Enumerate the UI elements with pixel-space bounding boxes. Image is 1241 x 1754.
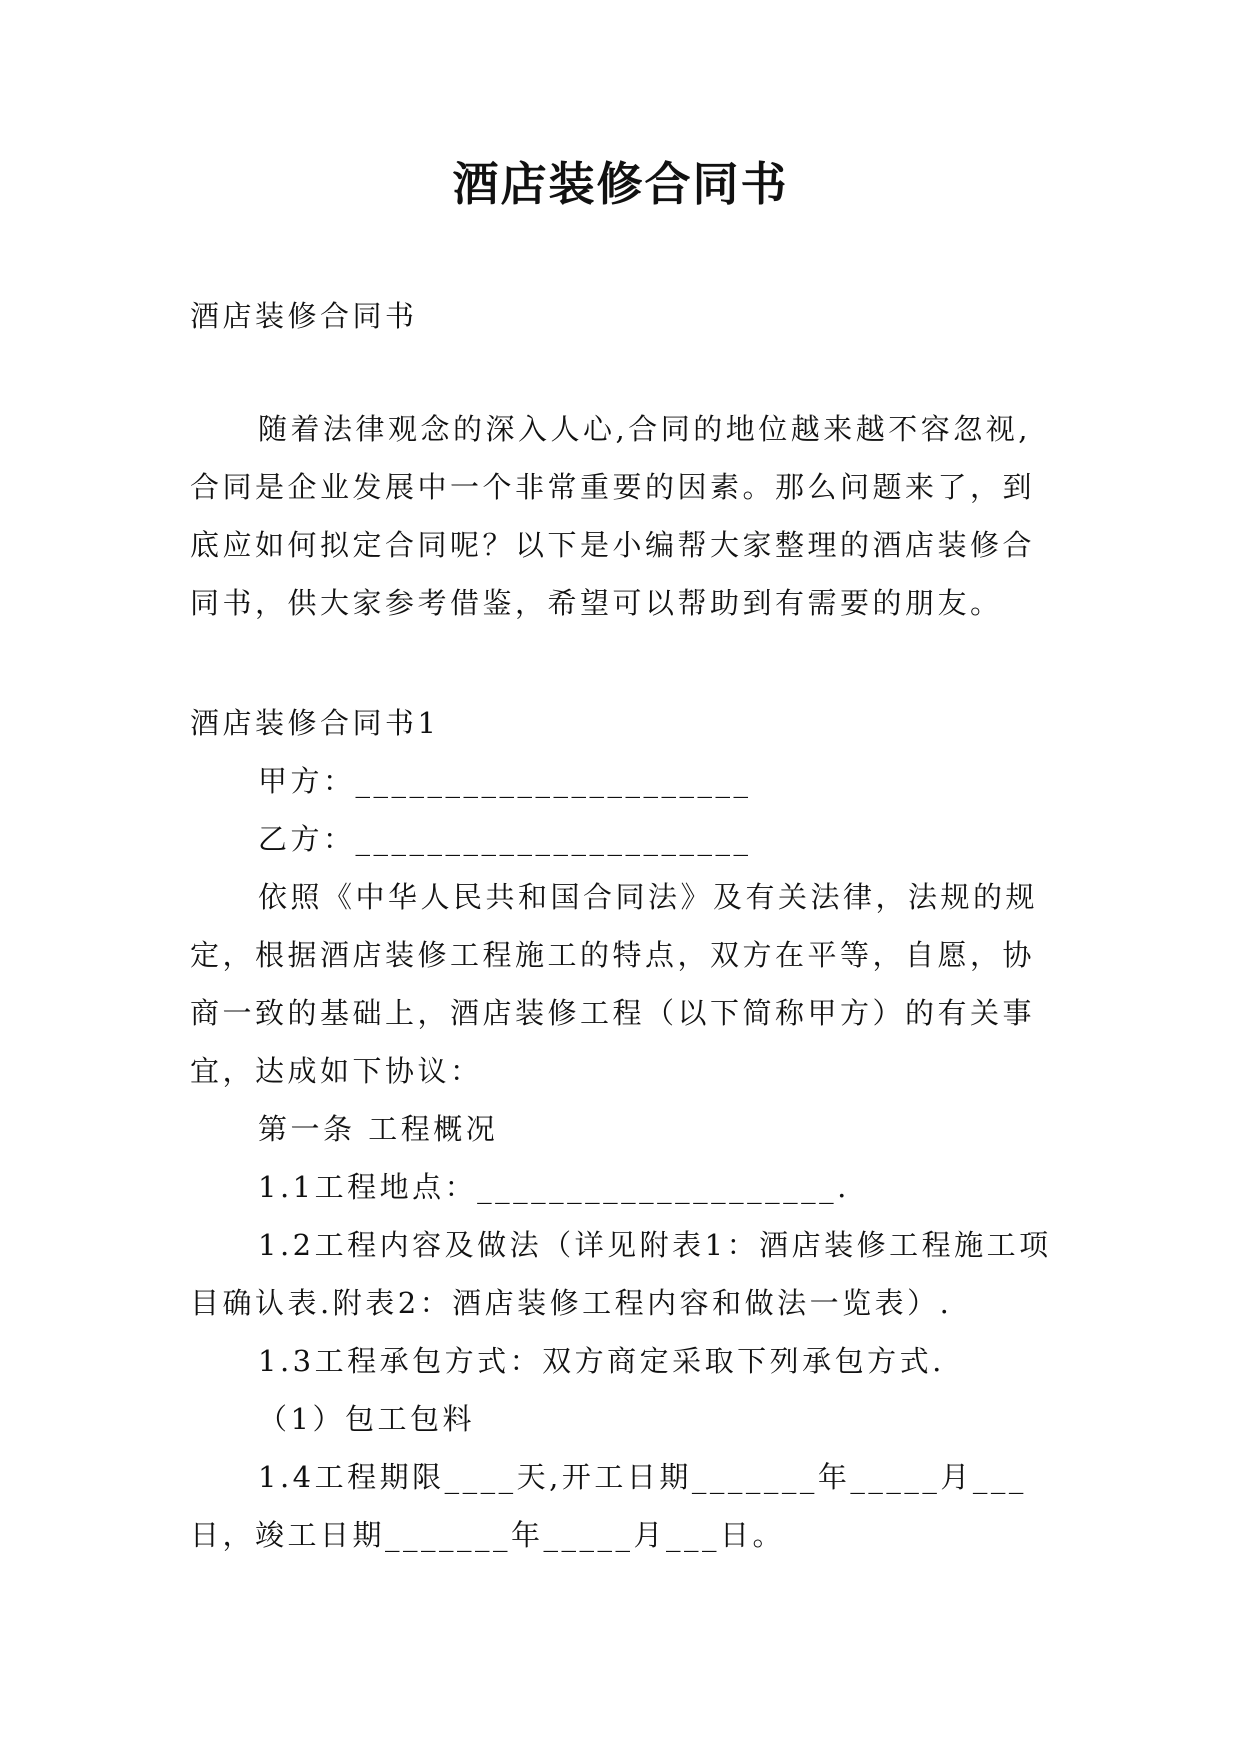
item-1-4: 1.4工程期限____天,开工日期_______年_____月___日，竣工日期_______年_____月___日。 xyxy=(190,1460,1027,1552)
item-1-3: 1.3工程承包方式：双方商定采取下列承包方式. xyxy=(258,1344,945,1378)
party-a-line: 甲方：______________________ xyxy=(258,764,752,798)
contract-body xyxy=(190,694,1060,1564)
item-1-1: 1.1工程地点：____________________. xyxy=(258,1170,850,1204)
party-b-line: 乙方：______________________ xyxy=(258,822,752,856)
document-subtitle xyxy=(190,287,1060,345)
item-1-2: 1.2工程内容及做法（详见附表1：酒店装修工程施工项目确认表.附表2：酒店装修工程内容和做法一览表）. xyxy=(190,1228,1052,1320)
intro-paragraph-block xyxy=(190,400,1060,632)
section-heading: 酒店装修合同书1 xyxy=(190,706,440,740)
document-title: 酒店装修合同书 xyxy=(452,157,789,211)
subtitle-text: 酒店装修合同书 xyxy=(190,299,418,333)
preamble-paragraph: 依照《中华人民共和国合同法》及有关法律，法规的规定，根据酒店装修工程施工的特点，双方在平等，自愿，协商一致的基础上，酒店装修工程（以下简称甲方）的有关事宜，达成如下协议： xyxy=(190,880,1039,1088)
article-1-title: 第一条 工程概况 xyxy=(258,1112,499,1146)
item-1-3-option: （1）包工包料 xyxy=(258,1402,475,1436)
intro-paragraph: 随着法律观念的深入人心,合同的地位越来越不容忽视,合同是企业发展中一个非常重要的因素。那么问题来了，到底应如何拟定合同呢？以下是小编帮大家整理的酒店装修合同书，供大家参考借鉴，希望可以帮助到有需要的朋友。 xyxy=(190,412,1036,620)
